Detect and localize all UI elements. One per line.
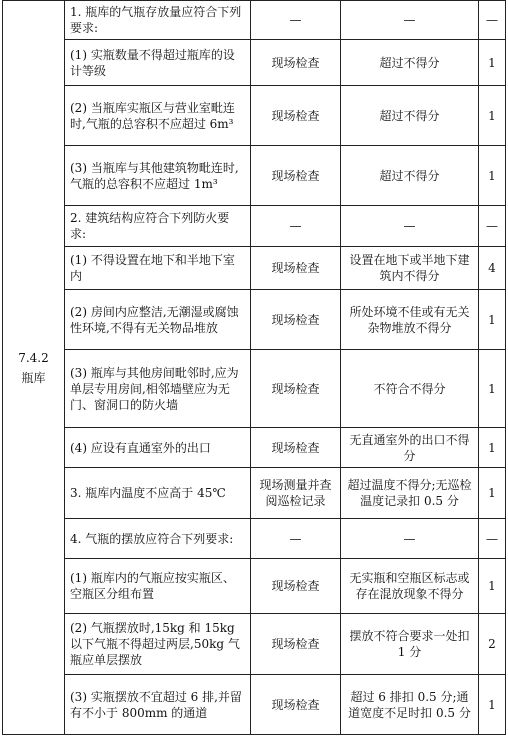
- method-cell: 现场检查: [251, 86, 341, 146]
- table-row: [3, 350, 506, 428]
- score-cell: 1: [479, 428, 506, 468]
- standard-cell: 设置在地下或半地下建筑内不得分: [341, 247, 479, 290]
- item-cell: 1. 瓶库的气瓶存放量应符合下列要求:: [65, 1, 251, 40]
- item-cell: (2) 气瓶摆放时,15kg 和 15kg 以下气瓶不得超过两层,50kg 气瓶应单层摆放: [65, 614, 251, 675]
- item-cell: (3) 瓶库与其他房间毗邻时,应为单层专用房间,相邻墙壁应为无门、窗洞口的防火墙: [65, 350, 251, 428]
- method-cell: —: [251, 1, 341, 40]
- standard-cell: —: [341, 1, 479, 40]
- standard-cell: 摆放不符合要求一处扣 1 分: [341, 614, 479, 675]
- standard-cell: 不符合不得分: [341, 350, 479, 428]
- table-row: [3, 40, 506, 86]
- item-cell: (2) 当瓶库实瓶区与营业室毗连时,气瓶的总容积不应超过 6m³: [65, 86, 251, 146]
- standard-cell: —: [341, 519, 479, 559]
- method-cell: 现场检查: [251, 350, 341, 428]
- score-cell: 1: [479, 675, 506, 735]
- method-cell: —: [251, 206, 341, 247]
- method-cell: 现场检查: [251, 614, 341, 675]
- method-cell: 现场检查: [251, 675, 341, 735]
- method-cell: —: [251, 519, 341, 559]
- score-cell: —: [479, 519, 506, 559]
- method-cell: 现场检查: [251, 247, 341, 290]
- table-row: [3, 146, 506, 206]
- method-cell: 现场检查: [251, 146, 341, 206]
- standard-cell: 无直通室外的出口不得分: [341, 428, 479, 468]
- score-cell: 1: [479, 86, 506, 146]
- score-cell: 1: [479, 559, 506, 614]
- score-cell: —: [479, 1, 506, 40]
- method-cell: 现场检查: [251, 559, 341, 614]
- table-row: [3, 206, 506, 247]
- table-row: [3, 428, 506, 468]
- standard-cell: 超过 6 排扣 0.5 分;通道宽度不足时扣 0.5 分: [341, 675, 479, 735]
- score-cell: 4: [479, 247, 506, 290]
- method-cell: 现场测量并查阅巡检记录: [251, 468, 341, 519]
- score-cell: 2: [479, 614, 506, 675]
- table-row: [3, 614, 506, 675]
- score-cell: 1: [479, 40, 506, 86]
- item-cell: (4) 应设有直通室外的出口: [65, 428, 251, 468]
- item-cell: (1) 不得设置在地下和半地下室内: [65, 247, 251, 290]
- item-cell: (3) 当瓶库与其他建筑物毗连时,气瓶的总容积不应超过 1m³: [65, 146, 251, 206]
- table-row: [3, 675, 506, 735]
- inspection-table: [2, 0, 506, 735]
- item-cell: (3) 实瓶摆放不宜超过 6 排,并留有不小于 800mm 的通道: [65, 675, 251, 735]
- item-cell: 2. 建筑结构应符合下列防火要求:: [65, 206, 251, 247]
- method-cell: 现场检查: [251, 428, 341, 468]
- section-code: 7.4.2: [18, 350, 49, 365]
- standard-cell: 所处环境不佳或有无关杂物堆放不得分: [341, 290, 479, 350]
- item-cell: (1) 实瓶数量不得超过瓶库的设计等级: [65, 40, 251, 86]
- item-cell: (2) 房间内应整洁,无潮湿或腐蚀性环境,不得有无关物品堆放: [65, 290, 251, 350]
- table-row: [3, 1, 506, 40]
- table-row: [3, 519, 506, 559]
- score-cell: —: [479, 206, 506, 247]
- table-row: [3, 559, 506, 614]
- score-cell: 1: [479, 350, 506, 428]
- table-row: [3, 468, 506, 519]
- standard-cell: 超过不得分: [341, 40, 479, 86]
- method-cell: 现场检查: [251, 40, 341, 86]
- score-cell: 1: [479, 146, 506, 206]
- method-cell: 现场检查: [251, 290, 341, 350]
- item-cell: (1) 瓶库内的气瓶应按实瓶区、空瓶区分组布置: [65, 559, 251, 614]
- standard-cell: 超过不得分: [341, 146, 479, 206]
- section-cell: [3, 1, 65, 735]
- table-row: [3, 86, 506, 146]
- score-cell: 1: [479, 468, 506, 519]
- item-cell: 4. 气瓶的摆放应符合下列要求:: [65, 519, 251, 559]
- table-row: [3, 290, 506, 350]
- standard-cell: 超过不得分: [341, 86, 479, 146]
- score-cell: 1: [479, 290, 506, 350]
- section-name: 瓶库: [21, 370, 46, 385]
- standard-cell: 超过温度不得分;无巡检温度记录扣 0.5 分: [341, 468, 479, 519]
- table-row: [3, 247, 506, 290]
- standard-cell: —: [341, 206, 479, 247]
- item-cell: 3. 瓶库内温度不应高于 45℃: [65, 468, 251, 519]
- standard-cell: 无实瓶和空瓶区标志或存在混放现象不得分: [341, 559, 479, 614]
